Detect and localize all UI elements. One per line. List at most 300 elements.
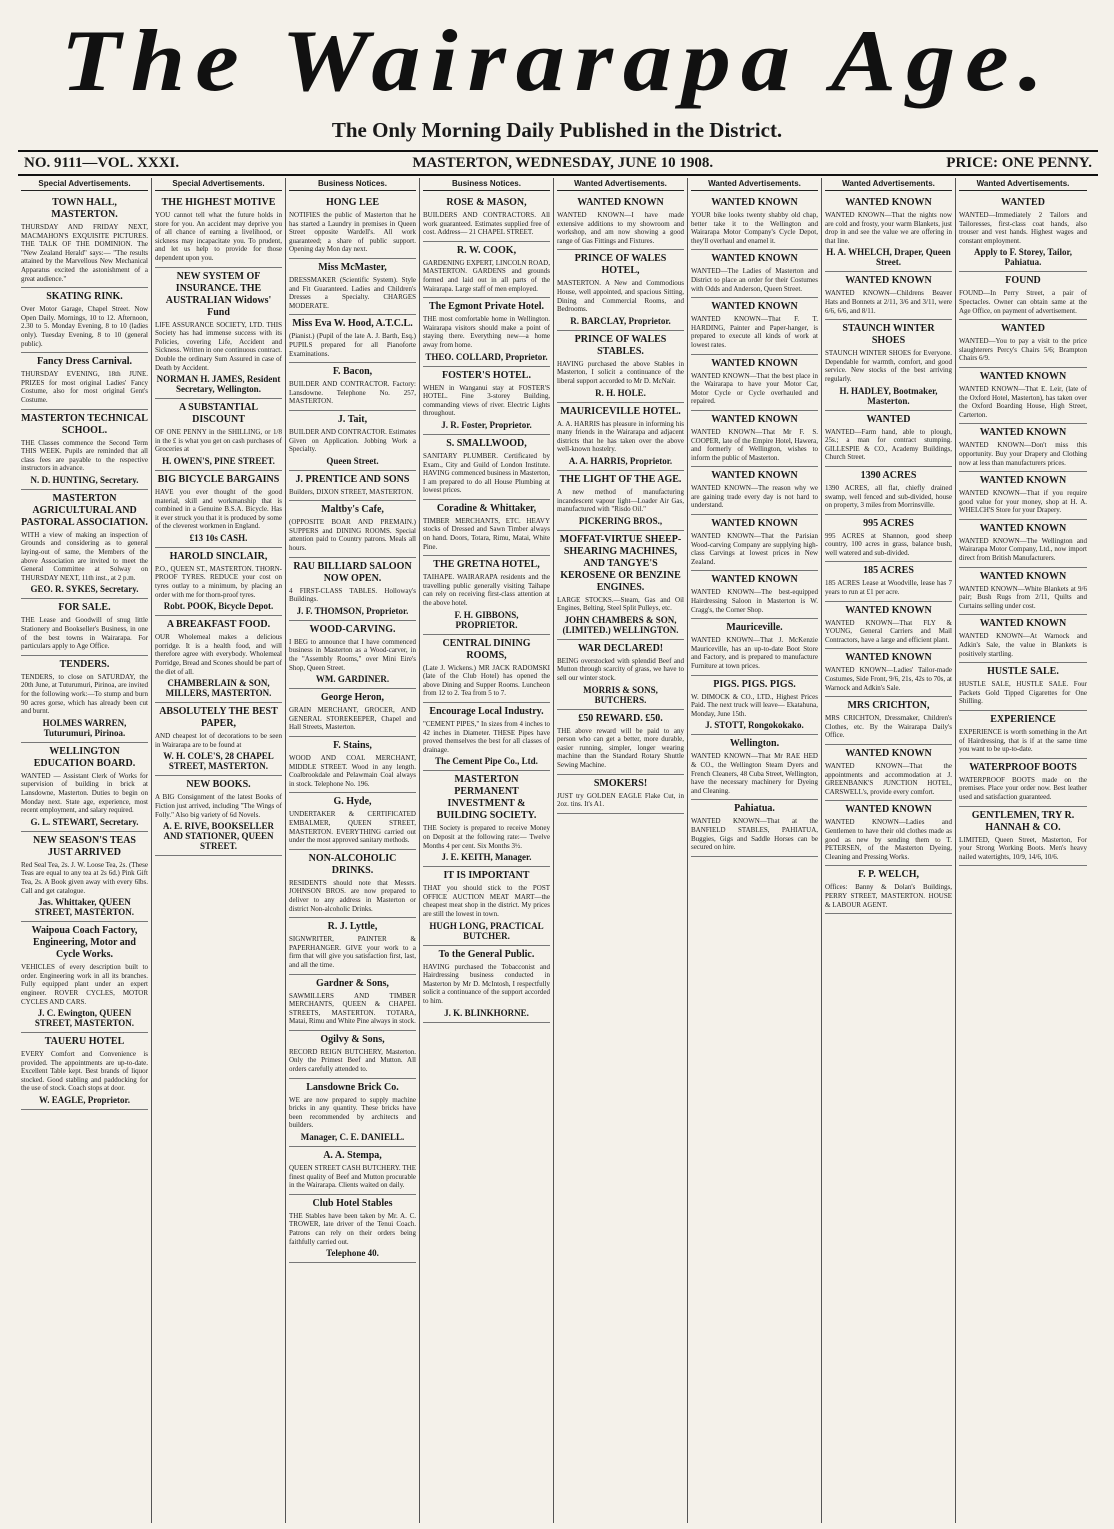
- ad-title: CENTRAL DINING ROOMS,: [442, 637, 531, 661]
- advertisement: [959, 520, 1087, 568]
- advertisement: [959, 368, 1087, 424]
- masthead: [0, 0, 1114, 150]
- ad-title: WANTED: [1001, 197, 1045, 208]
- ad-title: WATERPROOF BOOTS: [969, 761, 1077, 773]
- ad-body: SANITARY PLUMBER. Certificated by Exam., City and Guild of London Institute. HAVING commenced business in Masterton, I am prepared to do all House Plumbing at lowest prices.: [423, 451, 550, 495]
- ad-body: FOUND—In Perry Street, a pair of Spectacles. Owner can obtain same at the Age Office, on payment of advertisement.: [959, 289, 1087, 315]
- advertisement: [959, 320, 1087, 368]
- ad-title: ROSE & MASON,: [446, 197, 527, 208]
- ad-body: 995 ACRES at Shannon, good sheep country, 100 acres in grass, balance bush, well watered and sub-divided.: [825, 531, 952, 557]
- issue-price: PRICE: ONE PENNY.: [946, 154, 1092, 171]
- advertisement: [825, 562, 952, 601]
- ad-title: WANTED KNOWN: [711, 518, 798, 530]
- ad-body: BEING overstocked with splendid Beef and Mutton through scarcity of grass, we have to sell our winter stock.: [557, 656, 684, 683]
- advertisement: [21, 922, 148, 1033]
- advertisement: [959, 472, 1087, 520]
- ad-title: R. W. COOK,: [456, 244, 517, 256]
- advertisement: [691, 619, 818, 675]
- advertisement: [155, 616, 282, 703]
- advertisement: [825, 866, 952, 914]
- column-1: [18, 178, 152, 1523]
- ad-signature: J. E. KEITH, Manager.: [441, 852, 532, 863]
- ad-signature: Manager, C. E. DANIELL.: [300, 1132, 405, 1143]
- ad-title: PIGS. PIGS. PIGS.: [713, 678, 796, 690]
- advertisement: [21, 656, 148, 743]
- advertisement: [289, 918, 416, 974]
- ad-body: WITH a view of making an inspection of Grounds and considering as to general laying-out of same, the Members of the above Association are invited to meet the General Committee at Solway on THURSDAY NEXT, 11th inst., at 2 p.m.: [21, 530, 148, 582]
- ad-signature: THEO. COLLARD, Proprietor.: [425, 351, 548, 362]
- ad-body: WANTED—The Ladies of Masterton and District to place an order for their Costumes with Odds and Anderson, Queen Street.: [691, 267, 818, 293]
- ad-title: BIG BICYCLE BARGAINS: [157, 473, 280, 485]
- ad-title: THE HIGHEST MOTIVE: [161, 197, 276, 208]
- advertisement: [691, 411, 818, 467]
- ad-body: THE above reward will be paid to any person who can get a better, more durable, easier running, simpler, longer wearing machine than the Standard Rotary Shuttle Sewing Machine.: [557, 726, 684, 770]
- ad-title: Encourage Local Industry.: [429, 706, 544, 717]
- ad-body: A BIG Consignment of the latest Books of Fiction just arrived, including "The Wings of Folly." Also big variety of 6d Novels.: [155, 793, 282, 819]
- ad-title: WANTED KNOWN: [979, 427, 1067, 439]
- ad-signature: H. A. WHELCH, Draper, Queen Street.: [826, 247, 951, 268]
- ad-body: WANTED KNOWN—That at the BANFIELD STABLES, PAHIATUA, Buggies, Gigs and Saddle Horses can be secured on hire.: [691, 817, 818, 852]
- ad-body: THE most comfortable home in Wellington. Wairarapa visitors should make a point of staying there. Everything new—a home away from home.: [423, 315, 550, 349]
- ad-title: WANTED KNOWN: [845, 748, 932, 759]
- ad-title: To the General Public.: [438, 948, 535, 960]
- ad-body: (Late J. Wickens.) MR JACK RADOMSKI (late of the Club Hotel) has opened the above Dining and Supper Rooms. Luncheon from 12 to 2. Tea from 5 to 7.: [423, 663, 550, 698]
- advertisement: [289, 850, 416, 918]
- ad-title: IT IS IMPORTANT: [443, 870, 530, 882]
- advertisement: [423, 367, 550, 435]
- ad-body: 4 FIRST-CLASS TABLES. Holloway's Buildings.: [289, 586, 416, 604]
- ad-body: WANTED KNOWN—That the nights now are cold and frosty, your warm Blankets, just drop in and see the value we are offering in that line.: [825, 211, 952, 245]
- advertisement: [155, 194, 282, 268]
- ad-title: £50 REWARD. £50.: [578, 712, 663, 724]
- advertisement: [423, 771, 550, 867]
- ad-title: F. Bacon,: [332, 366, 373, 378]
- ad-title: STAUNCH WINTER SHOES: [842, 323, 935, 347]
- ad-title: TAUERU HOTEL: [44, 1036, 125, 1048]
- ad-title: A. A. Stempa,: [323, 1150, 382, 1162]
- advertisement: [21, 599, 148, 655]
- ad-title: SKATING RINK.: [46, 291, 123, 303]
- ad-body: TAIHAPE. WAIRARAPA residents and the travelling public generally visiting Taihape can rely on receiving first-class attention at the above hotel.: [423, 573, 550, 608]
- ad-title: GENTLEMEN, TRY R. HANNAH & CO.: [971, 809, 1075, 833]
- ad-signature: H. OWEN'S, PINE STREET.: [162, 455, 275, 466]
- newspaper-subtitle: The Only Morning Daily Published in the District.: [331, 118, 783, 142]
- ad-title: MOFFAT-VIRTUE SHEEP-SHEARING MACHINES, AND TANGYE'S KEROSENE OR BENZINE ENGINES.: [559, 533, 682, 593]
- column-8: [956, 178, 1090, 1523]
- ad-body: WANTED KNOWN—Ladies' Tailor-made Costumes, Side Front, 9/6, 21s, 42s to 70s, at Warnock and Adkin's Sale.: [825, 666, 952, 692]
- ad-body: WE are now prepared to supply machine bricks in any quantity. These bricks have been recommended by architects and builders.: [289, 1095, 416, 1130]
- ad-title: WANTED KNOWN: [711, 357, 798, 369]
- advertisement: [557, 250, 684, 330]
- ad-body: THAT you should stick to the POST OFFICE AUCTION MEAT MART—the cheapest meat shop in the district. My prices are still the lowest in town.: [423, 884, 550, 918]
- advertisement: [21, 353, 148, 409]
- ad-title: WANTED KNOWN: [845, 275, 932, 287]
- advertisement: [959, 568, 1087, 616]
- ad-body: (OPPOSITE BOAR AND PREMAIN.) SUPPERS and DINING ROOMS. Special attention paid to Country patrons. Meals all hours.: [289, 518, 416, 553]
- ad-body: JUST try GOLDEN EAGLE Flake Cut, in 2oz. tins. It's A1.: [557, 791, 684, 809]
- advertisement: [825, 194, 952, 272]
- ad-signature: J. STOTT, Rongokokako.: [705, 720, 804, 731]
- advertisement: [155, 703, 282, 776]
- ad-body: HAVING purchased the above Stables in Masterton, I solicit a continuance of the liberal support accorded to Mr D. McNair.: [557, 359, 684, 385]
- advertisement: [423, 635, 550, 703]
- ad-title: The Egmont Private Hotel.: [429, 301, 544, 313]
- ad-title: WOOD-CARVING.: [309, 623, 396, 635]
- advertisement: [825, 697, 952, 745]
- ad-title: FOR SALE.: [58, 602, 111, 614]
- ad-body: WANTED KNOWN—That Mr RAE HED & CO., the Wellington Steam Dyers and French Cleaners, 48 Cuba Street, Wellington, have the necessary machinery for Dyeing and Cleaning.: [691, 752, 818, 795]
- ad-body: THE Society is prepared to receive Money on Deposit at the following rate:— Twelve Months 4 per cent. Six Months 3½.: [423, 824, 550, 850]
- ad-title: HUSTLE SALE.: [987, 666, 1059, 678]
- ad-signature: CHAMBERLAIN & SON, MILLERS, MASTERTON.: [165, 678, 272, 699]
- column-3: [286, 178, 420, 1523]
- advertisement: [289, 315, 416, 363]
- ad-signature: HOLMES WARREN, Tuturumuri, Pirinoa.: [42, 717, 127, 738]
- ad-body: A. A. HARRIS has pleasure in informing his many friends in the Wairarapa and adjacent districts that he has taken over the above well-known hostelry.: [557, 419, 684, 454]
- ad-title: MAURICEVILLE HOTEL.: [560, 405, 681, 417]
- ad-signature: MORRIS & SONS, BUTCHERS.: [583, 684, 658, 705]
- advertisement: [423, 298, 550, 366]
- ad-title: WANTED KNOWN: [711, 470, 798, 482]
- ad-body: WANTED KNOWN—White Blankets at 9/6 pair; Bush Rugs from 2/11, Quilts and Curtains selling under cost.: [959, 584, 1087, 610]
- ad-body: WANTED KNOWN—That J. McKenzie Mauriceville, has an up-to-date Boot Store and Factory, and is prepared to manufacture Furniture at town prices.: [691, 636, 818, 670]
- ad-body: THURSDAY EVENING, 18th JUNE. PRIZES for most original Ladies' Fancy Costume, also for most original Gent's Costume.: [21, 370, 148, 404]
- ad-body: WANTED—You to pay a visit to the price slaughterers Percy's Chairs 5/6; Brampton Chairs 6/9.: [959, 337, 1087, 363]
- ad-body: BUILDERS AND CONTRACTORS. All work guaranteed. Estimates supplied free of cost. Address— 21 CHAPEL STREET.: [423, 211, 550, 237]
- advertisement: [21, 1033, 148, 1110]
- ad-title: WANTED KNOWN: [711, 253, 798, 265]
- ad-title: EXPERIENCE: [990, 714, 1056, 725]
- ad-signature: J. R. Foster, Proprietor.: [441, 419, 532, 430]
- ad-body: WANTED KNOWN—Ladies and Gentlemen to have their old clothes made as good as new by sending them to T. PETERSEN, of the Masterton Dyeing, Cleaning and Pressing Works.: [825, 818, 952, 861]
- ad-title: Gardner & Sons,: [316, 977, 389, 989]
- ad-title: J. Tait,: [337, 413, 368, 425]
- advertisement: [155, 268, 282, 400]
- column-4: [420, 178, 554, 1523]
- ad-body: WANTED — Assistant Clerk of Works for supervision of building in brick at Lansdowne, Masterton. Duties to begin on Monday next. State age, experience, most recent employment, and salary required.: [21, 771, 148, 815]
- ad-title: NEW SEASON'S TEAS JUST ARRIVED: [32, 834, 136, 858]
- ad-body: 1390 ACRES, all flat, chiefly drained swamp, well fenced and sub-divided, house on property, 3 miles from Morrinsville.: [825, 483, 952, 510]
- column-2: [152, 178, 286, 1523]
- ad-body: UNDERTAKER & CERTIFICATED EMBALMER, QUEEN STREET, MASTERTON. EVERYTHING carried out under the most approved sanitary methods.: [289, 810, 416, 845]
- advertisement: [691, 800, 818, 856]
- advertisement: [21, 288, 148, 353]
- advertisement: [289, 621, 416, 689]
- ad-title: G. Hyde,: [333, 796, 372, 808]
- ad-body: THE Stables have been taken by Mr. A. C. TROWER, late driver of the Tenui Coach. Patrons can rely on their orders being faithfully carried out.: [289, 1211, 416, 1246]
- ad-title: Miss Eva W. Hood, A.T.C.L.: [292, 318, 413, 330]
- advertisement: [825, 649, 952, 697]
- ad-title: WANTED: [1001, 323, 1045, 335]
- ad-title: HAROLD SINCLAIR,: [169, 550, 268, 562]
- advertisement: [825, 801, 952, 866]
- ad-body: THURSDAY AND FRIDAY NEXT, MACMAHON'S EXQUISITE PICTURES. THE TALK OF THE DOMINION. The "New Zealand Herald" says:— "The results attained by the Marvellous New Mechanical Apparatus excited the astonishment of a great audience.": [21, 223, 148, 283]
- ad-title: Mauriceville.: [726, 622, 783, 634]
- advertisement: [155, 776, 282, 856]
- ad-signature: Telephone 40.: [326, 1248, 379, 1259]
- ad-title: Coradine & Whittaker,: [436, 502, 537, 514]
- ad-body: W. DIMOCK & CO., LTD., Highest Prices Paid. The next truck will leave— Ekatahuna, Monday, June 15th.: [691, 692, 818, 718]
- column-heading: Business Notices.: [289, 178, 416, 191]
- ad-body: OF ONE PENNY in the SHILLING, or 1/8 in the £ is what you get on cash purchases of Groceries at: [155, 428, 282, 454]
- ad-body: WANTED KNOWN—That E. Leir, (late of the Oxford Hotel, Masterton), has taken over the Oxford Boarding House, High Street, Carterton.: [959, 384, 1087, 419]
- advertisement: [21, 743, 148, 832]
- ad-body: WANTED KNOWN—The best-equipped Hairdressing Saloon in Masterton is W. Cragg's, the Corner Shop.: [691, 588, 818, 614]
- ad-title: A SUBSTANTIAL DISCOUNT: [178, 402, 258, 426]
- ad-title: WANTED KNOWN: [845, 804, 932, 816]
- ad-signature: R. BARCLAY, Proprietor.: [570, 315, 671, 326]
- advertisement: [289, 259, 416, 315]
- ad-signature: £13 10s CASH.: [189, 532, 248, 543]
- issue-date: MASTERTON, WEDNESDAY, JUNE 10 1908.: [412, 154, 714, 171]
- ad-title: WANTED: [866, 413, 911, 425]
- ad-signature: GEO. R. SYKES, Secretary.: [30, 584, 139, 595]
- ad-title: Club Hotel Stables: [312, 1197, 393, 1209]
- ad-title: NEW SYSTEM OF INSURANCE. THE AUSTRALIAN Widows' Fund: [165, 270, 272, 318]
- ad-body: LIMITED, Queen Street, Masterton, For your Strong Working Boots. Men's heavy nailed watertights, 10/9, 14/6, 10/6.: [959, 835, 1087, 861]
- ad-signature: Jas. Whittaker, QUEEN STREET, MASTERTON.: [34, 897, 135, 918]
- ad-signature: PICKERING BROS.,: [578, 515, 663, 526]
- column-7: [822, 178, 956, 1523]
- advertisement: [289, 737, 416, 793]
- page-columns: [18, 178, 1098, 1523]
- ad-signature: W. EAGLE, Proprietor.: [39, 1095, 130, 1106]
- ad-body: WATERPROOF BOOTS made on the premises. Place your order now. Best leather used and satisfaction guaranteed.: [959, 775, 1087, 801]
- advertisement: [959, 663, 1087, 711]
- advertisement: [557, 531, 684, 640]
- advertisement: [557, 640, 684, 710]
- advertisement: [423, 867, 550, 945]
- ad-body: WANTED KNOWN—That the appointments and accommodation at J. GREENBANK'S JUNCTION HOTEL, CARSWELL's, provide every comfort.: [825, 762, 952, 796]
- advertisement: [423, 556, 550, 634]
- ad-body: TIMBER MERCHANTS, ETC. HEAVY stocks of Dressed and Sawn Timber always on hand. Doors, Totara, Rimu, Matai, White Pine.: [423, 516, 550, 551]
- ad-title: WANTED KNOWN: [979, 522, 1067, 534]
- ad-body: A new method of manufacturing incandescent vapour light—Loader Air Gas, manufactured with "Risdo Oil.": [557, 487, 684, 514]
- ad-body: YOU cannot tell what the future holds in store for you. An accident may deprive you of all chance of earning a livelihood, or sickness may incapacitate you. To prudent, and let us help to provide for those dependent upon you.: [155, 211, 282, 262]
- advertisement: [289, 1147, 416, 1195]
- ad-body: P.O., QUEEN ST., MASTERTON. THORN-PROOF TYRES. REDUCE your cost on tyres outlay to a minimum, by placing an order with me for thorn-proof tyres.: [155, 564, 282, 599]
- ad-body: BUILDER AND CONTRACTOR. Factory: Lansdowne. Telephone No. 257, MASTERTON.: [289, 380, 416, 406]
- advertisement: [557, 194, 684, 250]
- advertisement: [557, 775, 684, 814]
- advertisement: [691, 298, 818, 354]
- advertisement: [21, 490, 148, 600]
- column-heading: Special Advertisements.: [155, 178, 282, 191]
- ad-title: Miss McMaster,: [318, 261, 387, 273]
- advertisement: [289, 194, 416, 259]
- ad-body: RESIDENTS should note that Messrs. JOHNSON BROS. are now prepared to deliver to any address in Masterton or district Non-alcoholic Drinks.: [289, 878, 416, 913]
- ad-signature: NORMAN H. JAMES, Resident Secretary, Wellington.: [156, 374, 281, 395]
- ad-signature: R. H. HOLE.: [595, 387, 646, 398]
- advertisement: [289, 689, 416, 737]
- ad-title: THE GRETNA HOTEL,: [433, 559, 540, 571]
- column-heading: Wanted Advertisements.: [825, 178, 952, 191]
- ad-title: TOWN HALL, MASTERTON.: [51, 197, 118, 220]
- advertisement: [289, 501, 416, 557]
- ad-body: WHEN in Wanganui stay at FOSTER'S HOTEL. Fine 3-storey Building, commanding views of river. Electric Lights throughout.: [423, 383, 550, 418]
- advertisement: [557, 710, 684, 775]
- ad-body: 185 ACRES Lease at Woodville, lease has 7 years to run at £1 per acre.: [825, 579, 952, 597]
- ad-title: Pahiatua.: [734, 803, 775, 815]
- ad-title: 185 ACRES: [863, 565, 914, 577]
- ad-signature: F. H. GIBBONS, PROPRIETOR.: [454, 609, 519, 630]
- ad-body: WANTED KNOWN—Childrens Beaver Hats and Bonnets at 2/11, 3/6 and 3/11, were 6/6, 6/6, and 8/11.: [825, 289, 952, 315]
- ad-title: FOSTER'S HOTEL.: [442, 369, 531, 381]
- ad-signature: HUGH LONG, PRACTICAL BUTCHER.: [429, 920, 544, 941]
- ad-title: NON-ALCOHOLIC DRINKS.: [308, 852, 397, 876]
- ad-body: Over Motor Garage, Chapel Street. Now Open Daily. Mornings, 10 to 12. Afternoon, 2.30 to 5. Monday Evening, 8 to 10 (ladies only). Tuesday Evening, 8 to 10 (general public).: [21, 305, 148, 348]
- ad-body: BUILDER AND CONTRACTOR. Estimates Given on Application. Jobbing Work a Specialty.: [289, 427, 416, 454]
- ad-body: LARGE STOCKS.—Steam, Gas and Oil Engines, Belting, Steel Split Pulleys, etc.: [557, 595, 684, 613]
- advertisement: [289, 558, 416, 621]
- advertisement: [691, 676, 818, 736]
- ad-body: Offices: Banny & Dolan's Buildings, PERRY STREET, MASTERTON. HOUSE & LABOUR AGENT.: [825, 883, 952, 909]
- ad-body: LIFE ASSURANCE SOCIETY, LTD. THIS Society has had immense success with its Policies, covering Life, Accident and Sickness. Written in one continuous contract. Double the ordinary Sum Assured in case of Death by Accident.: [155, 320, 282, 372]
- ad-body: AND cheapest lot of decorations to be seen in Wairarapa are to be found at: [155, 732, 282, 749]
- ad-body: WANTED KNOWN—At Warnock and Adkin's Sale, the value in Blankets is positively startling.: [959, 632, 1087, 658]
- ad-signature: The Cement Pipe Co., Ltd.: [435, 756, 538, 767]
- advertisement: [423, 242, 550, 298]
- ad-title: Wellington.: [729, 738, 780, 750]
- advertisement: [21, 194, 148, 288]
- ad-body: HUSTLE SALE, HUSTLE SALE. Four Packets Gold Tipped Cigarettes for One Shilling.: [959, 680, 1087, 706]
- ad-body: EVERY Comfort and Convenience is provided. The appointments are up-to-date. Excellent Table kept. Best brands of liquor stocked. Good stabling and paddocking for the use of stock. Coach stops at door.: [21, 1050, 148, 1093]
- ad-title: PRINCE OF WALES HOTEL,: [574, 253, 667, 277]
- advertisement: [423, 946, 550, 1023]
- ad-title: PRINCE OF WALES STABLES.: [574, 333, 667, 357]
- advertisement: [825, 745, 952, 801]
- ad-body: TENDERS, to close on SATURDAY, the 20th June, at Tuturumuri, Pirinoa, are invited for the following work:—To stump and burn 90 acres gorse, which has already been cut and burnt.: [21, 672, 148, 716]
- advertisement: [959, 272, 1087, 320]
- ad-body: WANTED KNOWN—The reason why we are gaining trade every day is not hard to understand.: [691, 484, 818, 510]
- advertisement: [825, 411, 952, 467]
- ad-body: WANTED—Immediately 2 Tailors and Tailoresses, first-class coat hands, also trouser and vest hands. Highest wages and constant employment.: [959, 211, 1087, 245]
- ad-title: F. Stains,: [333, 740, 372, 751]
- ad-title: WANTED KNOWN: [711, 413, 798, 425]
- ad-title: MASTERTON TECHNICAL SCHOOL.: [21, 412, 148, 436]
- ad-signature: H. HADLEY, Bootmaker, Masterton.: [839, 385, 938, 406]
- ad-title: MASTERTON PERMANENT INVESTMENT & BUILDING SOCIETY.: [436, 774, 537, 822]
- ad-title: TENDERS.: [59, 658, 110, 670]
- ad-signature: JOHN CHAMBERS & SON, (LIMITED.) WELLINGTON.: [562, 614, 679, 635]
- ad-title: J. PRENTICE AND SONS: [295, 473, 410, 485]
- ad-body: MASTERTON. A New and Commodious House, well appointed, and spacious Sitting, Dining and Commercial Rooms, and Bedrooms.: [557, 279, 684, 314]
- ad-signature: G. L. STEWART, Secretary.: [30, 816, 139, 827]
- advertisement: [959, 711, 1087, 759]
- ad-body: Builders, DIXON STREET, MASTERTON.: [289, 487, 414, 496]
- ad-title: Ogilvy & Sons,: [320, 1033, 385, 1045]
- ad-body: GARDENING EXPERT, LINCOLN ROAD, MASTERTON. GARDENS and grounds formed and laid out in all parts of the Wairarapa. Large staff of men employed.: [423, 258, 550, 293]
- ad-body: RECORD REIGN BUTCHERY, Masterton. Only the Primest Beef and Mutton. All orders carefully attended to.: [289, 1047, 416, 1074]
- ad-title: Fancy Dress Carnival.: [36, 356, 133, 368]
- advertisement: [21, 410, 148, 490]
- ad-body: "CEMENT PIPES," In sizes from 4 inches to 42 inches in Diameter. THESE Pipes have proved themselves the best for all classes of drainage.: [423, 720, 550, 754]
- advertisement: [825, 272, 952, 320]
- advertisement: [423, 435, 550, 500]
- ad-body: DRESSMAKER (Scientific System). Style and Fit Guaranteed. Ladies and Children's Dresses a Specialty. CHARGES MODERATE.: [289, 275, 416, 310]
- advertisement: [959, 194, 1087, 272]
- ad-signature: J. F. THOMSON, Proprietor.: [296, 605, 409, 616]
- ad-body: EXPERIENCE is worth something in the Art of Hairdressing, that is if at the same time you want to be up-to-date.: [959, 728, 1087, 754]
- column-6: [688, 178, 822, 1523]
- ad-body: WANTED KNOWN—That the Parisian Wood-carving Company are supplying high-class Carvings at lowest prices in New Zealand.: [691, 532, 818, 566]
- advertisement: [691, 355, 818, 411]
- column-heading: Wanted Advertisements.: [691, 178, 818, 191]
- ad-body: QUEEN STREET CASH BUTCHERY. THE finest quality of Beef and Mutton procurable in the Wairarapa. Clients waited on daily.: [289, 1164, 416, 1190]
- ad-body: (Pianist.) (Pupil of the late A. J. Barth, Esq.) PUPILS prepared for all Pianoforte Examinations.: [289, 332, 416, 358]
- ad-body: STAUNCH WINTER SHOES for Everyone. Dependable for warmth, comfort, and good service. New stocks of the best arriving regularly.: [825, 349, 952, 383]
- advertisement: [289, 1031, 416, 1079]
- advertisement: [959, 759, 1087, 807]
- ad-title: A BREAKFAST FOOD.: [166, 619, 271, 631]
- advertisement: [691, 467, 818, 515]
- ad-body: HAVE you ever thought of the good material, skill and workmanship that is combined in a Genuine B.S.A. Bicycle. Has it ever struck you that it is produced by some of the cleverest workmen in England.: [155, 487, 282, 531]
- advertisement: [155, 399, 282, 471]
- ad-title: WANTED KNOWN: [577, 197, 664, 208]
- advertisement: [289, 411, 416, 471]
- ad-title: WELLINGTON EDUCATION BOARD.: [33, 745, 136, 769]
- ad-body: VEHICLES of every description built to order. Engineering work in all its branches. Fully equipped plant under an expert engineer. ROVER CYCLES, MOTOR CYCLES AND CARS.: [21, 963, 148, 1006]
- ad-body: WOOD AND COAL MERCHANT, MIDDLE STREET. Wood in any length. Coalbrookdale and Pelawmain Coal always in stock. Telephone No. 196.: [289, 754, 416, 788]
- advertisement: [289, 471, 416, 502]
- ad-title: THE LIGHT OF THE AGE.: [559, 473, 682, 485]
- ad-body: MRS CRICHTON, Dressmaker, Children's Clothes, etc. By the Wairarapa Daily's Office.: [825, 714, 952, 740]
- advertisement: [423, 703, 550, 771]
- ad-title: S. SMALLWOOD,: [446, 437, 527, 449]
- advertisement: [959, 807, 1087, 867]
- ad-title: WANTED KNOWN: [979, 475, 1067, 487]
- advertisement: [289, 1079, 416, 1147]
- ad-title: F. P. WELCH,: [857, 869, 920, 881]
- ad-title: WANTED KNOWN: [845, 652, 932, 664]
- ad-title: WANTED KNOWN: [979, 370, 1067, 382]
- advertisement: [691, 735, 818, 800]
- advertisement: [423, 500, 550, 556]
- ad-body: I BEG to announce that I have commenced business in Masterton as a Wood-carver, in the "Assembly Rooms," over Mini Eire's Shop, Queen Street.: [289, 637, 416, 672]
- ad-body: WANTED KNOWN—That Mr F. S. COOPER, late of the Empire Hotel, Hawera, and formerly of Wellington, wishes to inform the public of Masterton.: [691, 427, 818, 462]
- ad-signature: WM. GARDINER.: [315, 674, 390, 685]
- ad-title: ABSOLUTELY THE BEST PAPER,: [159, 706, 278, 730]
- ad-title: WANTED KNOWN: [711, 301, 798, 313]
- ad-body: WANTED KNOWN—Don't miss this opportunity. Buy your Drapery and Clothing now at less than manufacturers prices.: [959, 441, 1087, 467]
- ad-body: WANTED KNOWN—That FLY & YOUNG, General Carriers and Mail Contractors, have a large and efficient plant.: [825, 618, 952, 644]
- advertisement: [21, 832, 148, 922]
- ad-body: WANTED KNOWN—The Wellington and Wairarapa Motor Company, Ltd., now import direct from British Manufacturers.: [959, 536, 1087, 563]
- ad-title: RAU BILLIARD SALOON NOW OPEN.: [293, 560, 412, 584]
- ad-title: MRS CRICHTON,: [847, 700, 930, 712]
- ad-body: NOTIFIES the public of Masterton that he has started a Laundry in premises in Queen Street opposite Wardell's. All work guaranteed; a share of public support. Opening day Mon day next.: [289, 211, 416, 254]
- ad-title: FOUND: [1005, 275, 1041, 287]
- advertisement: [691, 194, 818, 250]
- column-5: [554, 178, 688, 1523]
- ad-signature: Queen Street.: [326, 455, 379, 466]
- column-heading: Special Advertisements.: [21, 178, 148, 191]
- ad-title: Maltby's Cafe,: [321, 504, 384, 516]
- ad-title: HONG LEE: [325, 197, 380, 208]
- ad-body: WANTED—Farm hand, able to plough, 25s.; a man for contract stumping. GILLESPIE & CO., Academy Buildings, Church Street.: [825, 427, 952, 462]
- column-heading: Business Notices.: [423, 178, 550, 191]
- ad-title: WANTED KNOWN: [845, 197, 932, 208]
- advertisement: [691, 571, 818, 619]
- ad-title: Waipoua Coach Factory, Engineering, Motor and Cycle Works.: [31, 925, 138, 961]
- ad-title: WANTED KNOWN: [845, 604, 932, 616]
- advertisement: [825, 515, 952, 563]
- ad-signature: J. K. BLINKHORNE.: [444, 1007, 529, 1018]
- ad-body: WANTED KNOWN—I have made extensive additions to my showroom and workshop, and am now showing a good range of Gas Fittings and Fixtures.: [557, 211, 684, 245]
- advertisement: [289, 363, 416, 411]
- ad-title: WANTED KNOWN: [979, 618, 1067, 630]
- advertisement: [557, 403, 684, 471]
